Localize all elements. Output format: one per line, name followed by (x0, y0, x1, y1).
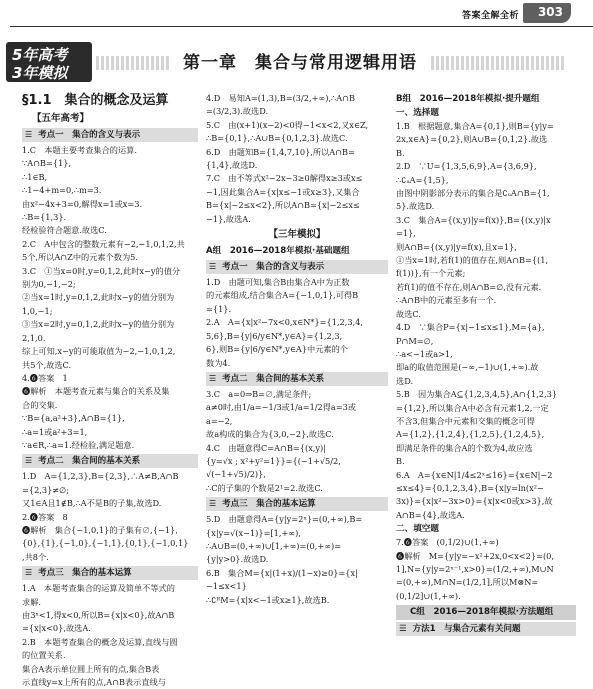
answer-line: 6.B 集合M={x|(1+x)/(1−x)≥0}={x|−1≤x<1} (206, 567, 358, 592)
answer-line: =(0,+∞),M∩N=(1/2,1],所以M⊗N= (396, 577, 539, 588)
answer-line: 2.❻答案 8 (22, 511, 68, 522)
answer-line: 2.B 本题考查集合的概念及运算,直线与圆 (22, 636, 178, 647)
answer-line: 综上可知,x−y的可能取值为−2,−1,0,1,2, (22, 346, 176, 357)
point-label: 考点二 集合间的基本关系 (38, 456, 141, 467)
answer-line: B. (396, 456, 405, 467)
answer-line: ②当x=1时,y=0,1,2,此时x−y的值分别为 (22, 292, 175, 303)
answer-line: 2,1,0. (22, 332, 46, 343)
answer-line: {1,4},故选D. (206, 160, 258, 171)
answer-line: ={1,2},所以集合A中必含有元素1,2,一定 (396, 402, 549, 413)
answer-line: 3.C 集合A={(x,y)|y=f(x)},B={(x,y)|x (396, 214, 551, 225)
answer-line: a=−2, (206, 415, 233, 426)
answer-line: ={1}. (206, 303, 232, 314)
answer-line: ∵A∩B={1}, (22, 158, 72, 169)
answer-block-a (22, 144, 198, 452)
answer-block-c (22, 582, 198, 689)
answer-line: 5个,所以A∩Z中的元素个数为5. (22, 252, 138, 263)
logo-line-1: 5年高考 (12, 46, 68, 64)
answer-line: a≠0时,由1/a=−1/3或1/a=1/2得a=3或 (206, 402, 357, 413)
section-title: §1.1 集合的概念及运算 (22, 93, 169, 108)
chapter-band (0, 42, 593, 82)
answer-line: 由3ˣ<1,得x<0,所以B={x|x<0},故A∩B (22, 610, 175, 620)
point-label: 考点三 集合的基本运算 (38, 568, 132, 579)
answer-line: {y=√x ; x²+y²=1}}={(−1+√5/2, √(−1+√5)/2)}, (206, 455, 341, 480)
method-bar (396, 622, 576, 636)
answer-line: {y|y>0}.故选D. (206, 554, 269, 565)
answer-line: 求解. (22, 596, 41, 607)
answer-line: 1.B 根据题意,集合A={0,1},则B={y|y= (396, 121, 554, 131)
answer-line: ∴C的子集的个数是2¹=2.故选C. (206, 482, 323, 493)
answer-line: 7.❻答案 (0,1/2)∪(1,+∞) (396, 537, 499, 548)
answer-line: 数为4. (206, 357, 231, 368)
fill-subhead: 二、填空题 (396, 524, 439, 535)
method-label: 方法1 与集合元素有关问题 (412, 624, 521, 635)
answer-line: 5.C 由(x+1)(x−2)<0得−1<x<2,又x∈Z, (206, 119, 369, 130)
answer-line: ❻解析 集合{−1,0,1}的子集有∅,{−1}, (22, 524, 178, 535)
book-name: 答案全解全析 (461, 11, 519, 21)
answer-line: 4.❻答案 1 (22, 372, 68, 383)
answer-line: 1.D A={1,2,3},B={2,3},∴A≠B,A∩B (22, 471, 179, 482)
answer-line: ∴B={0,1},∴A∪B={0,1,2,3}.故选C. (206, 133, 348, 144)
logo-line-2: 3年模拟 (12, 64, 68, 82)
answer-line: f(1))},有一个元素; (396, 268, 466, 279)
answer-line: A={1,2},{1,2,4},{1,2,5},{1,2,4,5}, (396, 429, 545, 440)
answer-line: 的元素组成,结合集合A={−1,0,1},可得B (206, 290, 359, 301)
answer-line: 1.C 本题主要考查集合的运算. (22, 145, 137, 155)
answer-line: 由图中阴影部分表示的集合是∁ᵤA∩B={1, (396, 188, 550, 199)
answer-block-a (206, 92, 388, 226)
answer-block-d (206, 513, 388, 607)
answer-line: 6.D 由题知B={1,4,7,10},所以A∩B= (206, 146, 355, 157)
answer-line: ,共8个. (22, 551, 49, 562)
answer-line: ={2,3}≠∅; (22, 484, 70, 495)
column-1 (22, 92, 198, 689)
answer-line: 2.D ∵U={1,3,5,6,9},A={3,6,9}, (396, 161, 537, 172)
answer-line: ∴∁ᴿM={x|x<−1或x≥1},故选B. (206, 594, 330, 605)
answer-block-c (206, 388, 388, 495)
answer-line: ∵B={a,a²+3},A∩B={1}, (22, 413, 125, 424)
answer-line: 别为0,−1,−2; (22, 279, 76, 290)
answer-line: 即满足条件的集合A的个数为4,故应选 (396, 442, 533, 453)
page-number: 303 (537, 5, 563, 19)
point-bar-2 (22, 454, 198, 468)
answer-line: 合的交集. (22, 399, 58, 410)
column-3 (396, 92, 576, 636)
point-label: 考点三 集合的基本运算 (222, 499, 316, 510)
answer-line: 集合A表示单位圆上所有的点,集合B表 (22, 663, 160, 674)
answer-line: 4.D 易知A=(1,3),B=(3/2,+∞),∴A∩B (206, 93, 356, 103)
chapter-title: 第一章 集合与常用逻辑用语 (170, 48, 430, 78)
answer-line: =1}, (396, 228, 416, 239)
three-year-title: 【三年模拟】 (268, 229, 326, 241)
answer-line: 3x)}={x|x²−3x>0}={x|x<0或x>3},故 (396, 496, 553, 507)
choice-subhead: 一、选择题 (396, 108, 439, 118)
point-bar-1 (206, 260, 388, 274)
answer-line: ≤x≤4}={0,1,2,3,4},B={x|y=ln(x²− (396, 482, 544, 493)
answer-line: 3.C ①当x=0时,y=0,1,2,此时x−y的值分 (22, 265, 181, 276)
list-icon: ☰ (25, 456, 33, 466)
running-header (0, 0, 593, 30)
answer-line: 即a的取值范围是(−∞,−1)∪(1,+∞).故 (396, 362, 539, 373)
answer-line: −1,因此集合A={x|x≤−1或x≥3},又集合 (206, 186, 360, 197)
answer-line: {0},{1},{−1,0},{−1,1},{0,1},{−1,0,1} (22, 538, 189, 549)
answer-line: B. (396, 147, 405, 158)
answer-line: ❻解析 本题考查元素与集合的关系及集 (22, 386, 170, 397)
point-label: 考点二 集合间的基本关系 (222, 373, 325, 384)
series-logo (6, 42, 92, 82)
answer-line: 不含3,但集合中元素和交集的概念可得 (396, 415, 535, 426)
answer-line: 1],N={y|y=2ˣ⁻¹,x>0}=(1/2,+∞),M∪N (396, 564, 554, 574)
answer-line: A∩B={4},故选A. (396, 509, 465, 520)
answer-line: ∴a<−1或a>1, (396, 348, 453, 359)
list-icon: ☰ (25, 568, 33, 578)
point-label: 考点一 集合的含义与表示 (38, 130, 141, 140)
answer-line: 共5个,故选C. (22, 359, 72, 370)
answer-line: 2.A A={x|x²−7x<0,x∈N*}={1,2,3,4, (206, 317, 363, 328)
answer-line: 故a构成的集合为{3,0,−2},故选C. (206, 429, 334, 440)
group-a-title: A组 2016—2018年模拟·基础题组 (206, 246, 350, 257)
answer-line: 2.C A中包含的整数元素有−2,−1,0,1,2,共 (22, 238, 185, 249)
answer-line: ∵a∈R,∴a=1.经检验,满足题意. (22, 439, 135, 450)
header-rule (10, 26, 593, 27)
answer-line: 又1∈A且1∉B,∴A不是B的子集,故选D. (22, 498, 162, 509)
answer-line: ={x|x<0},故选A. (22, 623, 91, 634)
answer-block-b (22, 470, 198, 564)
answer-line: 示直线y=x上所有的点,A∩B表示直线与 (22, 677, 166, 688)
answer-line: {x|y=√(x−1)}=[1,+∞), (206, 527, 301, 538)
list-icon: ☰ (209, 262, 217, 272)
answer-line: ∴a=1或a²+3=1, (22, 426, 88, 437)
answer-line: 3.C a=0⇒B=∅,满足条件; (206, 388, 312, 399)
answer-block-a (396, 120, 576, 522)
answer-block-b (396, 536, 576, 603)
point-bar-3 (206, 497, 388, 511)
answer-line: ∴A∩B中的元素至多有一个. (396, 295, 497, 306)
column-2 (206, 92, 388, 607)
point-label: 考点一 集合的含义与表示 (222, 262, 325, 273)
answer-line: 由x²−4x+3=0,解得x=1或x=3. (22, 198, 143, 209)
answer-line: 5,6},B={y|6/y∈N*,y∈A}={1,2,3, (206, 330, 343, 341)
point-bar-2 (206, 372, 388, 386)
answer-line: 6},则B={y|6/y∈N*,y∈A}中元素的个 (206, 344, 348, 355)
list-icon: ☰ (25, 130, 33, 139)
list-icon: ☰ (399, 624, 407, 635)
point-bar-1 (22, 128, 198, 142)
answer-line: ❻解析 M={y|y=−x²+2x,0<x<2}=(0, (396, 550, 554, 561)
answer-line: ∴1−4+m=0,∴m=3. (22, 185, 102, 196)
answer-line: 4.D ∵集合P={x|−1≤x≤1},M={a}, (396, 322, 545, 333)
answer-line: ①当x=1时,若f(1)的值存在,则A∩B={(1, (396, 255, 549, 266)
answer-line: 5.D 由题意得A={y|y=2ˣ}=(0,+∞),B= (206, 514, 363, 525)
answer-line: 选D. (396, 375, 414, 386)
answer-line: 若f(1)的值不存在,则A∩B=∅,没有元素. (396, 281, 542, 292)
list-icon: ☰ (209, 499, 217, 509)
group-b-title: B组 2016—2018年模拟·提升题组 (396, 94, 540, 104)
answer-line: 的位置关系. (22, 650, 66, 661)
answer-line: ∴1∈B, (22, 171, 48, 182)
answer-line: ∴∁ᵤA={1,5}, (396, 174, 449, 185)
answer-line: 经检验符合题意.故选C. (22, 225, 107, 236)
answer-line: P∩M=∅, (396, 335, 434, 346)
answer-line: =(3/2,3).故选D. (206, 106, 269, 117)
answer-line: 6.A A={x∈N|1/4≤2ˣ≤16}={x∈N|−2 (396, 469, 553, 480)
point-bar-3 (22, 566, 198, 580)
answer-line: 则A∩B={(x,y)|y=f(x),且x=1}, (396, 241, 517, 252)
answer-line: 4.C 由题意得C=A∩B={(x,y)| (206, 442, 326, 453)
answer-line: 5.B 因为集合A⊆{1,2,3,4,5},A∩{1,2,3} (396, 389, 558, 400)
answer-line: ∴A∪B=(0,+∞)∪[1,+∞)=(0,+∞)= (206, 540, 342, 551)
answer-line: 7.C 由不等式x²−2x−3≥0解得x≥3或x≤ (206, 173, 363, 184)
answer-line: (0,1/2]∪(1,+∞). (396, 590, 461, 601)
answer-block-b (206, 276, 388, 370)
answer-line: ③当x=2时,y=0,1,2,此时x−y的值分别为 (22, 319, 175, 330)
list-icon: ☰ (209, 373, 217, 383)
answer-line: 故选C. (396, 308, 421, 319)
answer-line: 1.A 本题考查集合的运算及简单不等式的 (22, 583, 175, 594)
answer-line: 1.D 由题可知,集合B由集合A中为正数 (206, 277, 350, 288)
answer-line: B={x|−2≤x<2},所以A∩B={x|−2≤x≤ (206, 200, 360, 211)
answer-line: 2x,x∈A}={0,2},则A∪B={0,1,2}.故选 (396, 134, 548, 145)
answer-line: ∴B={1,3}. (22, 212, 67, 223)
answer-line: −1},故选A. (206, 213, 251, 224)
answer-line: 5}.故选D. (396, 201, 435, 212)
five-year-title: 【五年高考】 (32, 113, 90, 124)
group-c-title: C组 2016—2018年模拟·方法题组 (396, 605, 576, 620)
answer-line: 1,0,−1; (22, 305, 53, 316)
